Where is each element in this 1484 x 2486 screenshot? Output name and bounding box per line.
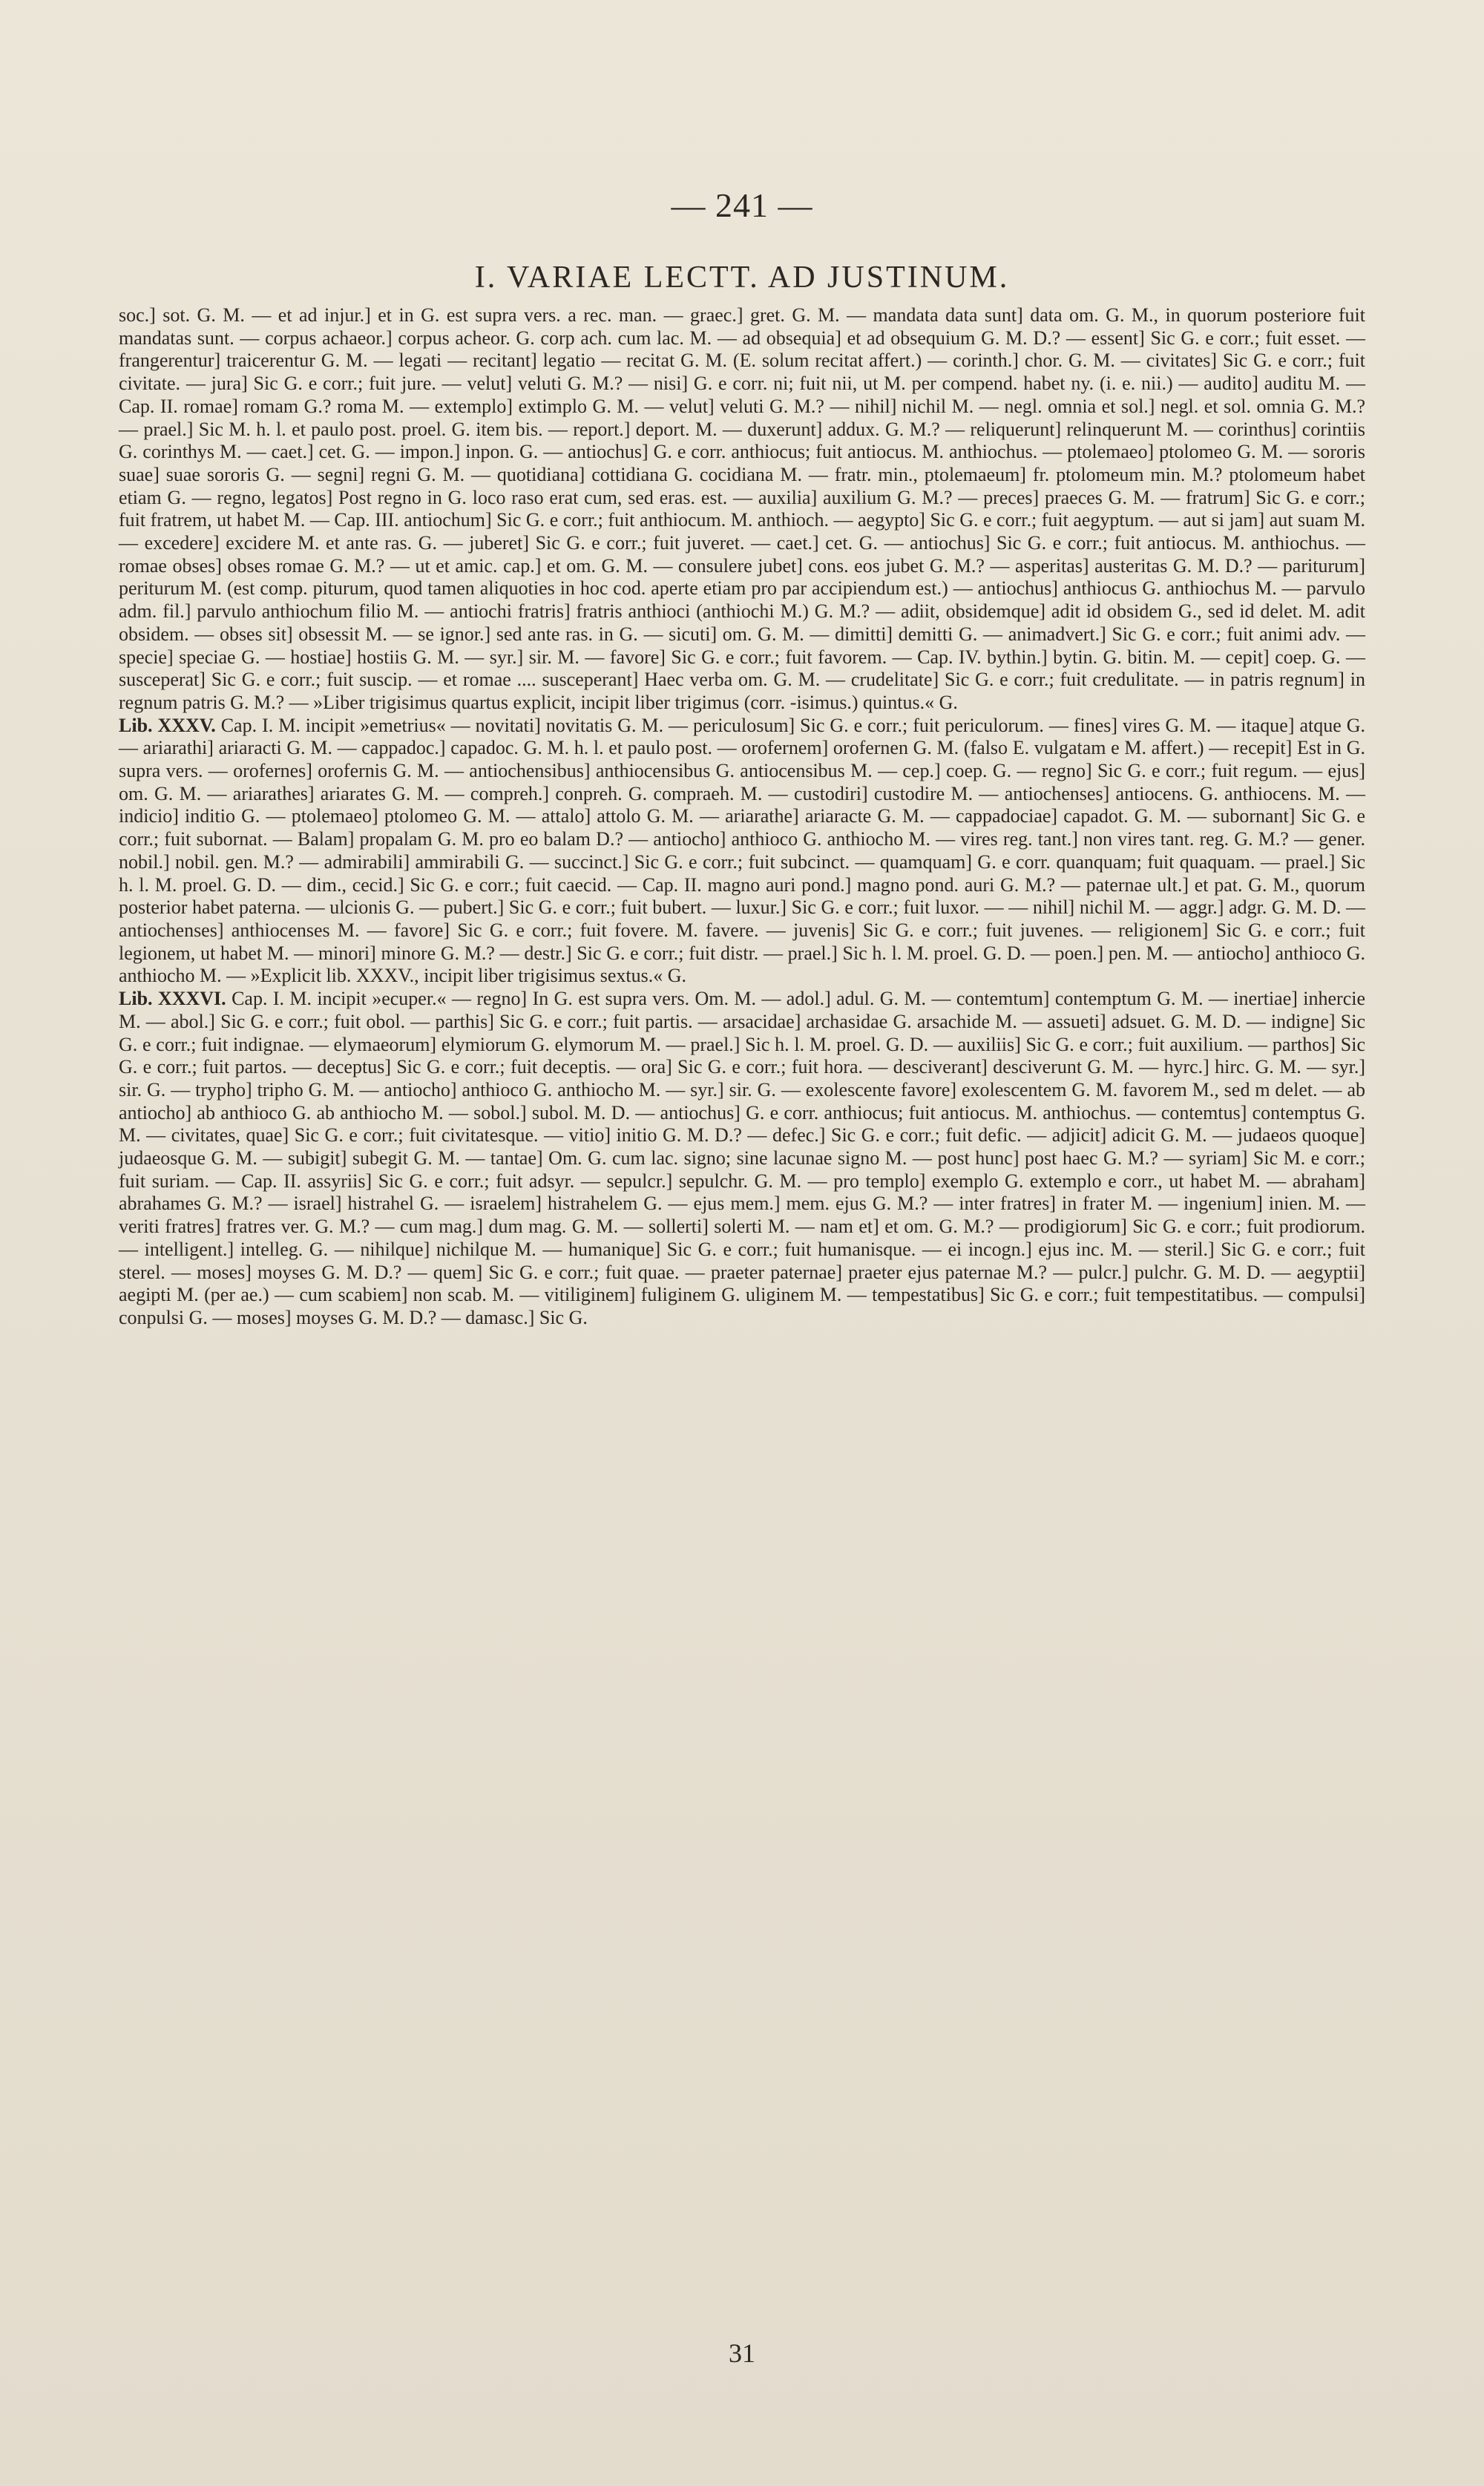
page-number: — 241 —: [671, 186, 813, 224]
signature-mark: 31: [729, 2338, 755, 2368]
book-label: Lib. XXXV.: [119, 714, 216, 736]
apparatus-text: [119, 304, 1365, 1330]
paragraph: [119, 988, 1365, 1330]
paragraph: soc.] sot. G. M. — et ad injur.] et in G. est supra vers. a rec. man. — graec.] gret. G. M. — mandata data sunt] data om. G. M., in quorum posteriore fuit mandatas sunt. — corpus achaeor.] corpus acheor. G. corp ach. cum lac. M. — ad obsequia] et ad obsequium G. M. D.? — essent] Sic G. e corr.; fuit esset. — frangerentur] traicerentur G. M. — legati — recitant] legatio — recitat G. M. (E. solum recitat affert.) — corinth.] chor. G. M. — civitates] Sic G. e corr.; fuit civitate. — jura] Sic G. e corr.; fuit jure. — velut] veluti G. M.? — nisi] G. e corr. ni; fuit nii, ut M. per compend. habet ny. (i. e. nii.) — audito] auditu M. — Cap. II. romae] romam G.? roma M. — extemplo] extimplo G. M. — velut] veluti G. M.? — nihil] nichil M. — negl. omnia et sol.] negl. et sol. omnia G. M.? — prael.] Sic M. h. l. et paulo post. proel. G. item bis. — report.] deport. M. — duxerunt] addux. G. M.? — reliquerunt] relinquerunt M. — corinthus] corintiis G. corinthys M. — caet.] cet. G. — impon.] inpon. G. — antiochus] G. e corr. anthiocus; fuit antiocus. M. anthiochus. — ptolemaeo] ptolomeo G. M. — sororis suae] suae sororis G. — segni] regni G. M. — quotidiana] cottidiana G. cocidiana M. — fratr. min., ptolemaeum] fr. ptolomeum min. M.? ptolomeum habet etiam G. — regno, legatos] Post regno in G. loco raso erat cum, sed eras. est. — auxilia] auxilium G. M.? — preces] praeces G. M. — fratrum] Sic G. e corr.; fuit fratrem, ut habet M. — Cap. III. antiochum] Sic G. e corr.; fuit anthiocum. M. anthioch. — aegypto] Sic G. e corr.; fuit aegyptum. — aut si jam] aut suam M. — excedere] excidere M. et ante ras. G. — juberet] Sic G. e corr.; fuit juveret. — caet.] cet. G. — antiochus] Sic G. e corr.; fuit antiocus. M. anthiochus. — romae obses] obses romae G. M.? — ut et amic. cap.] et om. G. M. — consulere jubet] cons. eos jubet G. M.? — asperitas] austeritas G. M. D.? — pariturum] periturum M. (est comp. piturum, quod tamen aliquoties in hoc cod. aperte etiam pro par accipiendum est.) — antiochus] anthiocus G. anthiochus M. — parvulo adm. fil.] parvulo anthiochum filio M. — antiochi fratris] fratris anthioci (anthiochi M.) G. M.? — adiit, obsidemque] adit id obsidem G., sed id delet. M. adit obsidem. — obses sit] obsessit M. — se ignor.] sed ante ras. in G. — sicuti] om. G. M. — dimitti] demitti G. — animadvert.] Sic G. e corr.; fuit animi adv. — specie] speciae G. — hostiae] hostiis G. M. — syr.] sir. M. — favore] Sic G. e corr.; fuit favorem. — Cap. IV. bythin.] bytin. G. bitin. M. — cepit] coep. G. — susceperat] Sic G. e corr.; fuit suscip. — et romae .... susceperant] Haec verba om. G. M. — crudelitate] Sic G. e corr.; fuit credulitate. — in patris regnum] in regnum patris G. M.? — »Liber trigisimus quartus explicit, incipit liber trigimus (corr. -isimus.) quintus.« G.: [119, 304, 1365, 713]
section-title: I. VARIAE LECTT. AD JUSTINUM.: [474, 260, 1010, 295]
paragraph: [119, 715, 1365, 988]
paragraph-text: Cap. I. M. incipit »emetrius« — novitati] novitatis G. M. — periculosum] Sic G. e corr.; fuit periculorum. — fines] vires G. M. — itaque] atque G. — ariarathi] ariaracti G. M. — cappadoc.] capadoc. G. M. h. l. et paulo post. — orofernem] orofernen G. M. (falso E. vulgatam e M. affert.) — recepit] Est in G. supra vers. — orofernes] orofernis G. M. — antiochensibus] anthiocensibus G. antiocensibus M. — cep.] coep. G. — regno] Sic G. e corr.; fuit regum. — ejus] om. G. M. — ariarathes] ariarates G. M. — compreh.] conpreh. G. compraeh. M. — custodiri] custodire M. — antiochenses] antiocens. G. anthiocens. M. — indicio] inditio G. — ptolemaeo] ptolomeo G. M. — attalo] attolo G. M. — ariarathe] ariaracte G. M. — cappadociae] capadot. G. M. — subornant] Sic G. e corr.; fuit subornat. — Balam] propalam G. M. pro eo balam D.? — antiocho] anthioco G. anthiocho M. — vires reg. tant.] non vires tant. reg. G. M.? — gener. nobil.] nobil. gen. M.? — admirabili] ammirabili G. — succinct.] Sic G. e corr.; fuit subcinct. — quamquam] G. e corr. quanquam; fuit quaquam. — prael.] Sic h. l. M. proel. G. D. — dim., cecid.] Sic G. e corr.; fuit caecid. — Cap. II. magno auri pond.] magno pond. auri G. M.? — paternae ult.] et pat. G. M., quorum posterior habet paterna. — ulcionis G. — pubert.] Sic G. e corr.; fuit bubert. — luxur.] Sic G. e corr.; fuit luxor. — — nihil] nichil M. — aggr.] adgr. G. M. D. — antiochenses] anthiocenses M. — favore] Sic G. e corr.; fuit fovere. M. favere. — juvenis] Sic G. e corr.; fuit juvenes. — religionem] Sic G. e corr.; fuit legionem, ut habet M. — minori] minore G. M.? — destr.] Sic G. e corr.; fuit distr. — prael.] Sic h. l. M. proel. G. D. — poen.] pen. M. — antiocho] anthioco G. anthiocho M. — »Explicit lib. XXXV., incipit liber trigisimus sextus.« G.: [119, 714, 1365, 987]
book-label: Lib. XXXVI.: [119, 988, 226, 1010]
paragraph-text: Cap. I. M. incipit »ecuper.« — regno] In G. est supra vers. Om. M. — adol.] adul. G. M. — contemtum] contemptum G. M. — inertiae] inhercie M. — abol.] Sic G. e corr.; fuit obol. — parthis] Sic G. e corr.; fuit partis. — arsacidae] archasidae G. arsachide M. — assueti] adsuet. G. M. D. — indigne] Sic G. e corr.; fuit indignae. — elymaeorum] elymiorum G. elymorum M. — prael.] Sic h. l. M. proel. G. D. — auxiliis] Sic G. e corr.; fuit auxilium. — parthos] Sic G. e corr.; fuit partos. — deceptus] Sic G. e corr.; fuit deceptis. — ora] Sic G. e corr.; fuit hora. — desciverant] desciverunt G. M. — hyrc.] hirc. G. M. — syr.] sir. G. — trypho] tripho G. M. — antiocho] anthioco G. anthiocho M. — syr.] sir. G. — exolescente favore] exolescentem G. M. favorem M., sed m delet. — ab antiocho] ab anthioco G. ab anthiocho M. — sobol.] subol. M. D. — antiochus] G. e corr. anthiocus; fuit antiocus. M. anthiochus. — contemtus] contemptus G. M. — civitates, quae] Sic G. e corr.; fuit civitatesque. — vitio] initio G. M. D.? — defec.] Sic G. e corr.; fuit defic. — adjicit] adicit G. M. — judaeos quoque] judaeosque G. M. — subigit] subegit G. M. — tantae] Om. G. cum lac. signo; sine lacunae signo M. — post hunc] post haec G. M.? — syriam] Sic M. e corr.; fuit suriam. — Cap. II. assyriis] Sic G. e corr.; fuit adsyr. — sepulcr.] sepulchr. G. M. — pro templo] exemplo G. extemplo e corr., ut habet M. — abraham] abrahames G. M.? — israel] histrahel G. — israelem] histrahelem G. — ejus mem.] mem. ejus G. M.? — inter fratres] in frater M. — ingenium] inien. M. — veriti fratres] fratres ver. G. M.? — cum mag.] dum mag. G. M. — sollerti] solerti M. — nam et] et om. G. M.? — prodigiorum] Sic G. e corr.; fuit prodiorum. — intelligent.] intelleg. G. — nihilque] nichilque M. — humanique] Sic G. e corr.; fuit humanisque. — ei incogn.] ejus inc. M. — steril.] Sic G. e corr.; fuit sterel. — moses] moyses G. M. D.? — quem] Sic G. e corr.; fuit quae. — praeter paternae] praeter ejus paternae M.? — pulcr.] pulchr. G. M. D. — aegyptii] aegipti M. (per ae.) — cum scabiem] non scab. M. — vitiliginem] fuliginem G. uliginem M. — tempestatibus] Sic G. e corr.; fuit tempestitatibus. — compulsi] conpulsi G. — moses] moyses G. M. D.? — damasc.] Sic G.: [119, 988, 1366, 1328]
